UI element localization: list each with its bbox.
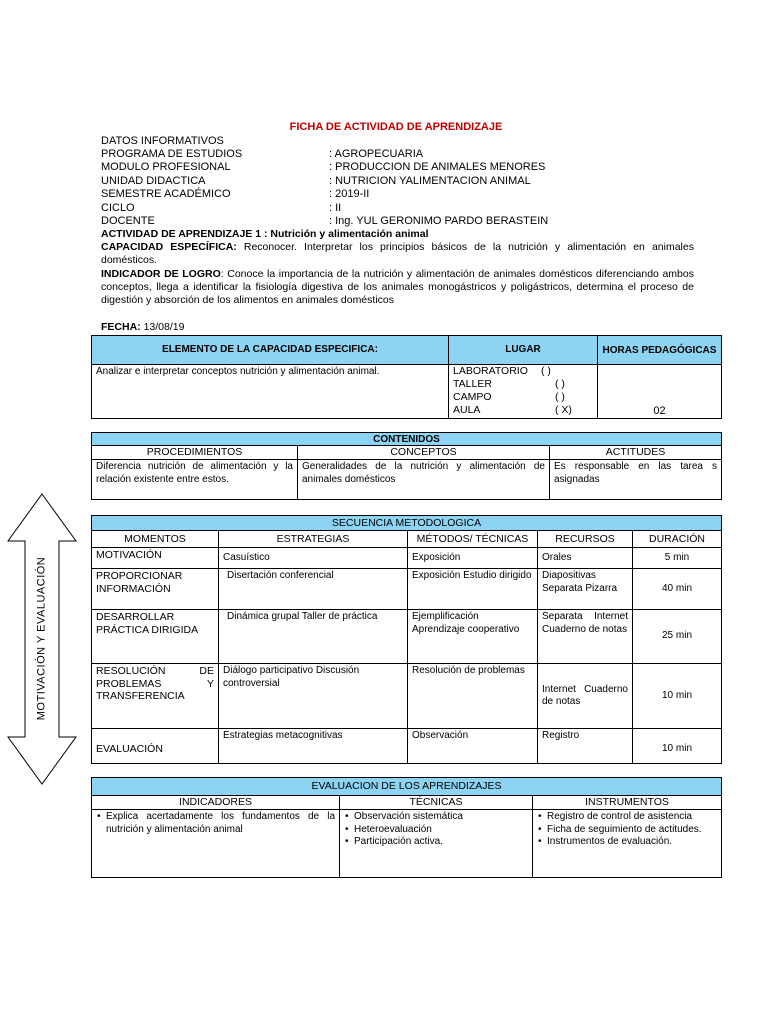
indicadores-list: [96, 811, 335, 836]
tecnicas-list: [344, 811, 528, 849]
info-label-semestre: SEMESTRE ACADÉMICO: [101, 188, 231, 200]
header-procedimientos: PROCEDIMIENTOS: [92, 446, 298, 460]
list-item: • Observación sistemática: [344, 811, 528, 824]
indicador-logro: [101, 268, 694, 307]
conceptos-cell: Generalidades de la nutrición y alimentación de animales domésticos: [298, 460, 550, 500]
estrategias-cell: Diálogo participativo Discusión controversial: [219, 664, 408, 729]
elemento-cell: Analizar e interpretar conceptos nutrición y alimentación animal.: [92, 365, 449, 419]
list-item: • Registro de control de asistencia: [537, 811, 717, 824]
duracion-cell: 5 min: [633, 548, 722, 569]
info-section-label: DATOS INFORMATIVOS: [101, 135, 224, 147]
recursos-cell: Separata Internet Cuaderno de notas: [538, 610, 633, 664]
info-label-ciclo: CICLO: [101, 202, 135, 214]
capacidad-especifica: [101, 241, 694, 267]
recursos-cell: Registro: [538, 729, 633, 764]
actividad-line: ACTIVIDAD DE APRENDIZAJE 1 : Nutrición y alimentación animal: [101, 228, 429, 240]
duracion-cell: 10 min: [633, 729, 722, 764]
procedimientos-cell: Diferencia nutrición de alimentación y la relación existente entre estos.: [92, 460, 298, 500]
metodos-cell: Observación: [408, 729, 538, 764]
lugar-aula: [453, 404, 593, 417]
contenidos-table: [91, 432, 722, 500]
list-item: • Explica acertadamente los fundamentos de la nutrición y alimentación animal: [96, 811, 335, 836]
info-value-docente: : Ing. YUL GERONIMO PARDO BERASTEIN: [329, 215, 549, 227]
recursos-cell: Orales: [538, 548, 633, 569]
info-value-unidad: : NUTRICION YALIMENTACION ANIMAL: [329, 175, 531, 187]
list-item: • Ficha de seguimiento de actitudes.: [537, 824, 717, 837]
header-momentos: MOMENTOS: [92, 531, 219, 548]
lugar-cell: [449, 365, 598, 419]
header-actitudes: ACTITUDES: [550, 446, 722, 460]
info-label-programa: PROGRAMA DE ESTUDIOS: [101, 148, 243, 160]
lugar-mark: ( ): [541, 365, 551, 377]
capacidad-text: Reconocer. Interpretar los principios básicos de la nutrición y alimentación en animales domésticos.: [101, 241, 694, 266]
lugar-name: LABORATORIO: [453, 365, 528, 377]
duracion-cell: 40 min: [633, 569, 722, 610]
header-conceptos: CONCEPTOS: [298, 446, 550, 460]
table-row: [92, 729, 722, 764]
estrategias-cell: Estrategias metacognitivas: [219, 729, 408, 764]
duracion-cell: 25 min: [633, 610, 722, 664]
estrategias-cell: Disertación conferencial: [219, 569, 408, 610]
recursos-cell: Internet Cuaderno de notas: [538, 664, 633, 729]
lugar-campo: [453, 391, 593, 404]
fecha-line: [101, 321, 694, 334]
list-item: • Instrumentos de evaluación.: [537, 836, 717, 849]
metodos-cell: Exposición: [408, 548, 538, 569]
indicadores-cell: [92, 810, 340, 878]
instrumentos-list: [537, 811, 717, 849]
indicador-text: : Conoce la importancia de la nutrición y alimentación de animales domésticos diferenciando ambos conceptos, llega a identificar la fisiología digestiva de los animales monogástricos y poligástricos, determina el proceso de digestión y absorción de los alimentos en animales domésticos: [101, 268, 694, 306]
info-label-docente: DOCENTE: [101, 215, 155, 227]
contenidos-title: CONTENIDOS: [92, 433, 722, 446]
metodos-cell: Exposición Estudio dirigido: [408, 569, 538, 610]
info-value-semestre: : 2019-II: [329, 188, 370, 200]
capacidad-table: [91, 335, 722, 419]
lugar-laboratorio: [453, 365, 593, 378]
lugar-name: AULA: [453, 404, 481, 416]
lugar-mark: ( ): [555, 391, 565, 403]
info-label-unidad: UNIDAD DIDACTICA: [101, 175, 206, 187]
side-label: MOTIVACIÓN Y EVALUACIÓN: [35, 556, 48, 721]
table-row: [92, 664, 722, 729]
header-horas: HORAS PEDAGÓGICAS: [598, 336, 722, 365]
header-recursos: RECURSOS: [538, 531, 633, 548]
estrategias-cell: Dinámica grupal Taller de práctica: [219, 610, 408, 664]
fecha-value: 13/08/19: [140, 321, 185, 333]
metodos-cell: Resolución de problemas: [408, 664, 538, 729]
info-value-programa: : AGROPECUARIA: [329, 148, 424, 160]
indicador-label: INDICADOR DE LOGRO: [101, 268, 221, 280]
instrumentos-cell: [533, 810, 722, 878]
tecnicas-cell: [340, 810, 533, 878]
evaluacion-table: [91, 777, 722, 878]
momento-cell: DESARROLLAR PRÁCTICA DIRIGIDA: [92, 610, 219, 664]
list-item: • Participación activa.: [344, 836, 528, 849]
header-estrategias: ESTRATEGIAS: [219, 531, 408, 548]
duracion-cell: 10 min: [633, 664, 722, 729]
document-title: FICHA DE ACTIVIDAD DE APRENDIZAJE: [289, 121, 503, 133]
table-row: [92, 610, 722, 664]
metodos-cell: Ejemplificación Aprendizaje cooperativo: [408, 610, 538, 664]
secuencia-title: SECUENCIA METODOLOGICA: [92, 516, 722, 531]
momento-cell: EVALUACIÓN: [92, 729, 219, 764]
lugar-mark: ( ): [555, 378, 565, 390]
lugar-taller: [453, 378, 593, 391]
list-item: • Heteroevaluación: [344, 824, 528, 837]
momento-cell: PROPORCIONAR INFORMACIÓN: [92, 569, 219, 610]
recursos-cell: Diapositivas Separata Pizarra: [538, 569, 633, 610]
evaluacion-title: EVALUACION DE LOS APRENDIZAJES: [92, 778, 722, 796]
header-metodos: MÉTODOS/ TÉCNICAS: [408, 531, 538, 548]
momento-cell: MOTIVACIÓN: [92, 548, 219, 569]
fecha-label: FECHA:: [101, 321, 141, 333]
header-instrumentos: INSTRUMENTOS: [533, 796, 722, 810]
secuencia-table: [91, 515, 722, 764]
horas-cell: 02: [598, 365, 722, 419]
header-elemento: ELEMENTO DE LA CAPACIDAD ESPECIFICA:: [92, 336, 449, 365]
table-row: [92, 548, 722, 569]
header-indicadores: INDICADORES: [92, 796, 340, 810]
lugar-mark: ( X): [555, 404, 572, 416]
info-value-ciclo: : II: [329, 202, 342, 214]
header-lugar: LUGAR: [449, 336, 598, 365]
estrategias-cell: Casuístico: [219, 548, 408, 569]
header-duracion: DURACIÓN: [633, 531, 722, 548]
info-label-modulo: MODULO PROFESIONAL: [101, 161, 231, 173]
table-row: [92, 569, 722, 610]
lugar-name: CAMPO: [453, 391, 492, 403]
lugar-name: TALLER: [453, 378, 492, 390]
info-value-modulo: : PRODUCCION DE ANIMALES MENORES: [329, 161, 546, 173]
momento-cell: RESOLUCIÓN DE PROBLEMAS Y TRANSFERENCIA: [92, 664, 219, 729]
header-tecnicas: TÉCNICAS: [340, 796, 533, 810]
capacidad-label: CAPACIDAD ESPECÍFICA:: [101, 241, 237, 253]
actitudes-cell: Es responsable en las tarea s asignadas: [550, 460, 722, 500]
